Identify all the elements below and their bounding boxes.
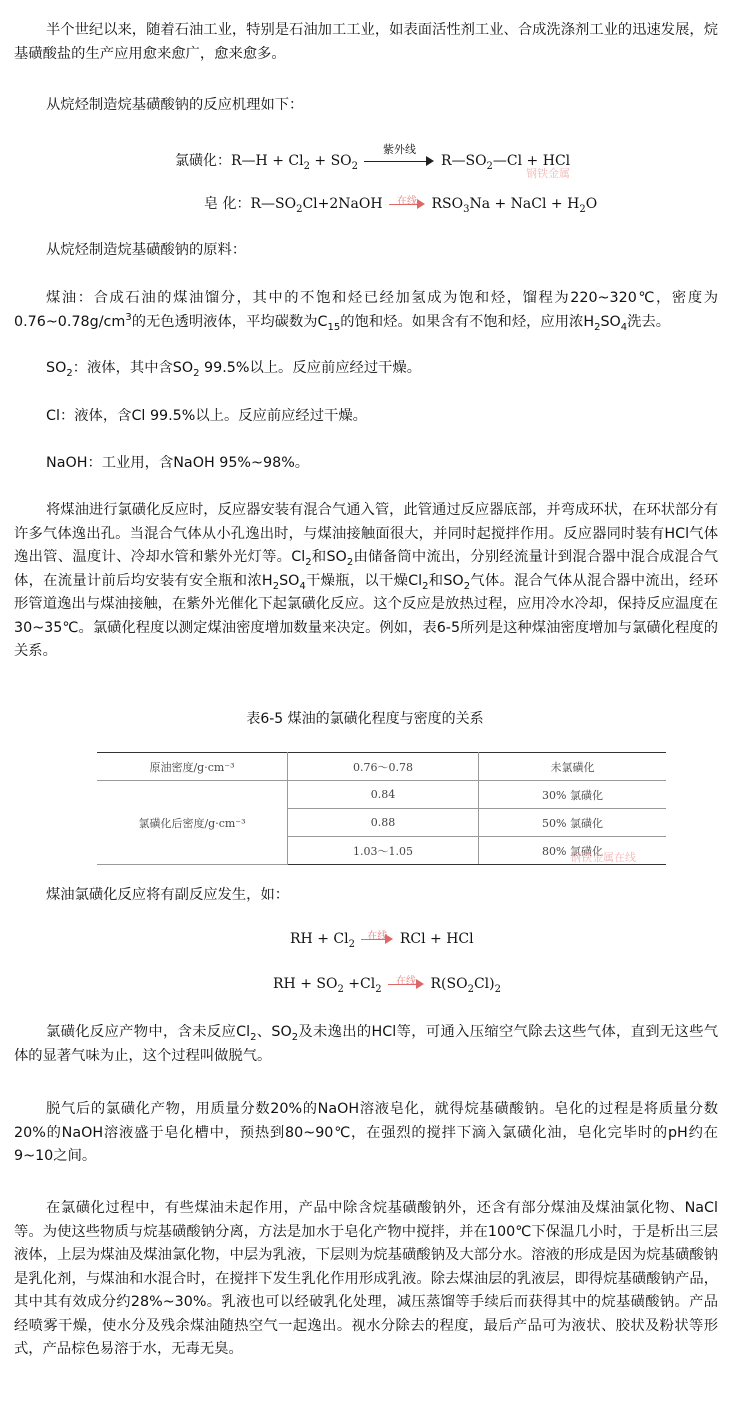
para-separation: 在氯磺化过程中，有些煤油未起作用，产品中除含烷基磺酸钠外，还含有部分煤油及煤油氯化物、NaCl等。为使这些物质与烷基磺酸钠分离，方法是加水于皂化产物中搅拌，并在100℃下保温几小时，于是析出三层液体，上层为煤油及煤油氯化物，中层为乳液，下层则为烷基磺酸钠及大部分水。溶液的形成是因为烷基磺酸钠是乳化剂，与煤油和水混合时，在搅拌下发生乳化作用形成乳液。除去煤油层的乳液层，即得烷基磺酸钠产品，其中其有效成分约28%~30%。乳液也可以经破乳化处理，减压蒸馏等手续后而获得其中的烷基磺酸钠。产品经喷雾干燥，使水分及残余煤油随热空气一起逸出。视水分除去的程度，最后产品可为液状、胶状及粉状等形式，产品棕色易溶于水，无毒无臭。 — [14, 1200, 718, 1357]
table-cell: 0.84 — [288, 781, 479, 809]
eq2-rhs: RSO — [431, 196, 464, 212]
para4-b: 的无色透明液体，平均碳数为C — [131, 313, 328, 330]
eq1-rhs-a: R—SO — [440, 153, 487, 169]
para10-c: 及未逸出的HCl等，可通入压缩空气除去这些气体，直到无这些气体的显著气味为止，这个过程叫做脱气。 — [14, 1024, 718, 1064]
para4-e: 洗去。 — [627, 313, 671, 330]
equation-chlorosulfonation: 氯磺化：R—H + $Cl_2 + SO_2$ 紫外线 $R—SO_2—Cl$ + HCl — [175, 143, 571, 172]
uv-label: 紫外线 — [382, 143, 416, 156]
para-kerosene — [14, 287, 718, 334]
uv-arrow — [364, 143, 434, 167]
para-mechanism-intro: 从烷烃制造烷基磺酸钠的反应机理如下： — [46, 97, 304, 113]
eq3-rhs: RCl + HCl — [399, 931, 474, 947]
table-cell: 30% 氯磺化 — [479, 781, 667, 809]
para8-s2: 2 — [346, 556, 354, 568]
para5-b: ：液体，其中含SO — [72, 360, 194, 376]
para8-s1: 2 — [305, 556, 312, 568]
eq2-rhs-c: O — [585, 196, 598, 212]
para5-c: 99.5%以上。反应前应经过干燥。 — [199, 360, 422, 376]
eq2-label: 皂 化： — [204, 196, 251, 212]
table-cell: 50% 氯磺化 — [479, 809, 667, 837]
eq2-arrow-label: 在线 — [397, 196, 418, 207]
para-naoh: NaOH：工业用，含NaOH 95%~98%。 — [46, 455, 310, 471]
eq2-rhs-b: Na + NaCl + H — [469, 196, 580, 212]
para-degassing: 氯磺化反应产物中，含未反应$Cl_2$、$SO_2$及未逸出的HCl等，可通入压缩空气除去这些气体，直到无这些气体的显著气味为止，这个过程叫做脱气。 — [14, 1024, 718, 1064]
equation-side-1: RH + $Cl_2$ 在线 RCl + HCl — [290, 931, 474, 947]
watermark-1: 钢铁金属 — [526, 167, 570, 180]
equation-side-2: RH + $SO_2 +Cl_2$ 在线 $R(SO_2Cl)_2$ — [273, 976, 501, 992]
equation-saponification: 皂 化：$R—SO_2Cl+2NaOH$ 在线 $RSO_3Na$ + NaCl + $H_2O$ — [204, 193, 597, 213]
para8-g: 气体。混合气体从混合器中流出，经环形管道逸出与煤油接触，在紫外光催化下起氯磺化反应。这个反应是放热过程，应用冷水冷却，保持反应温度在30~35℃。氯磺化程度以测定煤油密度增加数量来决定。例如，表6-5所列是这种煤油密度增加与氯磺化程度的关系。 — [14, 572, 718, 659]
table-cell: 原油密度/g·cm⁻³ — [97, 753, 288, 781]
eq1-lhs: R—H + Cl — [231, 153, 304, 169]
para4-sub1: 15 — [327, 321, 341, 333]
table-cell: 未氯磺化 — [479, 753, 667, 781]
para-intro: 半个世纪以来，随着石油工业，特别是石油加工工业，如表面活性剂工业、合成洗涤剂工业的迅速发展，烷基磺酸盐的生产应用愈来愈广，愈来愈多。 — [14, 22, 718, 62]
para-process — [14, 499, 718, 664]
para8-b: 和SO — [311, 549, 347, 565]
table-cell: 80% 氯磺化 — [479, 837, 667, 865]
eq1-so2: + SO — [309, 153, 352, 169]
eq4-rhs: R(SO — [430, 976, 468, 992]
eq3-arrow — [361, 933, 393, 945]
para8-s4: 4 — [299, 580, 306, 592]
para4-d: SO — [600, 313, 621, 330]
eq3-lhs: RH + Cl — [290, 931, 349, 947]
para8-s3: 2 — [272, 580, 280, 592]
eq4-rhs-b: Cl) — [473, 976, 495, 992]
eq2-lhs-b: Cl+2NaOH — [302, 196, 383, 212]
para8-e: 干燥瓶，以干燥Cl — [305, 572, 423, 589]
para5-a: SO — [46, 360, 67, 376]
table-row — [97, 753, 666, 781]
eq3-arrow-label: 在线 — [367, 931, 388, 942]
para5-sub2: 2 — [193, 367, 200, 379]
table-cell-merged: 氯磺化后密度/g·cm⁻³ — [97, 781, 288, 865]
eq4-arrow-label: 在线 — [396, 976, 417, 987]
para8-s5: 2 — [422, 580, 429, 592]
para-side-reactions: 煤油氯磺化反应将有副反应发生，如： — [46, 887, 290, 903]
eq4-arrow — [388, 978, 424, 990]
para4-a: 煤油：合成石油的煤油馏分，其中的不饱和烃已经加氢成为饱和烃，馏程为220~320℃，密度为0.76~0.78g/cm — [14, 290, 718, 330]
para4-c: 的饱和烃。如果含有不饱和烃，应用浓H — [340, 313, 595, 330]
para10-b: 、SO — [256, 1024, 292, 1040]
eq4-lhs: RH + SO — [273, 976, 338, 992]
table-cell: 0.88 — [288, 809, 479, 837]
eq2-lhs: R—SO — [250, 196, 297, 212]
eq4-lhs-b: +Cl — [343, 976, 376, 992]
table-caption: 表6-5 煤油的氯磺化程度与密度的关系 — [246, 711, 484, 727]
para8-f: 和SO — [428, 572, 464, 589]
para-materials-intro: 从烷烃制造烷基磺酸钠的原料： — [46, 242, 247, 258]
eq1-label: 氯磺化： — [175, 153, 231, 169]
eq2-arrow — [389, 198, 425, 210]
para8-a: 将煤油进行氯磺化反应时，反应器安装有混合气通入管，此管通过反应器底部，并弯成环状，在环状部分有许多气体逸出孔。当混合气体从小孔逸出时，与煤油接触面很大，并同时起搅拌作用。反应器同时装有HCl气体逸出管、温度计、冷却水管和紫外光灯等。Cl — [14, 502, 718, 565]
para8-s6: 2 — [463, 580, 471, 592]
para4-sub2: 2 — [594, 321, 601, 333]
para-cl: Cl：液体，含Cl 99.5%以上。反应前应经过干燥。 — [46, 408, 367, 424]
table-cell: 1.03～1.05 — [288, 837, 479, 865]
para-so2 — [14, 357, 718, 381]
eq1-rhs-b: —Cl + HCl — [492, 153, 571, 169]
para4-sub3: 4 — [620, 321, 628, 333]
para8-d: SO — [279, 572, 300, 589]
watermark-2: 钢铁金属在线 — [570, 851, 636, 864]
para10-a: 氯磺化反应产物中，含未反应Cl — [46, 1024, 251, 1040]
para5-sub1: 2 — [66, 367, 73, 379]
para4-sup: 3 — [125, 311, 132, 323]
para8-c: 由储备筒中流出，分别经流量计到混合器中混合成混合气体，在流量计前后均安装有安全瓶和浓H — [14, 549, 718, 589]
table-row — [97, 781, 666, 809]
para-saponify: 脱气后的氯磺化产物，用质量分数20%的NaOH溶液皂化，就得烷基磺酸钠。皂化的过程是将质量分数20%的NaOH溶液盛于皂化槽中，预热到80~90℃，在强烈的搅拌下滴入氯磺化油，皂化完毕时的pH约在9~10之间。 — [14, 1101, 718, 1164]
table-cell: 0.76～0.78 — [288, 753, 479, 781]
